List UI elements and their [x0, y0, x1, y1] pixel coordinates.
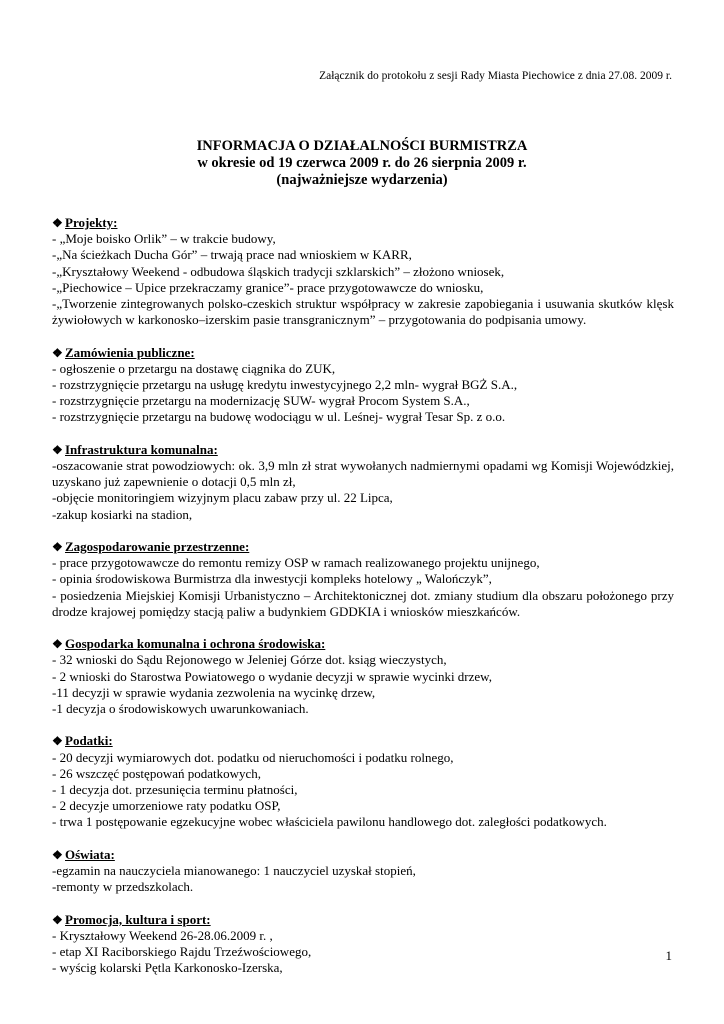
document-title: [0, 138, 724, 189]
list-item: -objęcie monitoringiem wizyjnym placu zabaw przy ul. 22 Lipca,: [52, 490, 393, 506]
document-body: [52, 215, 674, 993]
page-number: 1: [665, 948, 672, 963]
diamond-bullet-icon: ❖: [52, 442, 63, 457]
list-item: - opinia środowiskowa Burmistrza dla inwestycji kompleks hotelowy „ Walończyk”,: [52, 571, 492, 587]
section-heading: [52, 847, 674, 863]
list-item: - Kryształowy Weekend 26-28.06.2009 r. ,: [52, 927, 273, 943]
list-item: - rozstrzygnięcie przetargu na budowę wodociągu w ul. Leśnej- wygrał Tesar Sp. z o.o.: [52, 409, 506, 425]
section-heading-text: Oświata:: [65, 846, 115, 862]
section-heading-text: Projekty:: [65, 215, 118, 230]
section-zagospodarowanie-przestrzenne: [52, 539, 674, 620]
section-podatki: [52, 733, 674, 830]
title-line-2: w okresie od 19 czerwca 2009 r. do 26 sierpnia 2009 r.: [197, 155, 527, 171]
section-gospodarka-komunalna: [52, 636, 674, 717]
diamond-bullet-icon: ❖: [52, 540, 63, 555]
section-oswiata: [52, 847, 674, 896]
section-heading: [52, 345, 674, 361]
section-heading: [52, 636, 674, 652]
list-item: - ogłoszenie o przetargu na dostawę ciągnika do ZUK,: [52, 360, 336, 376]
section-heading-text: Promocja, kultura i sport:: [65, 911, 211, 927]
section-heading: [52, 215, 674, 231]
list-item: - 26 wszczęć postępowań podatkowych,: [52, 765, 262, 781]
attachment-note: Załącznik do protokołu z sesji Rady Miasta Piechowice z dnia 27.08. 2009 r.: [319, 70, 672, 82]
section-promocja-kultura-sport: [52, 912, 674, 977]
list-item: - 2 decyzje umorzeniowe raty podatku OSP,: [52, 798, 281, 814]
list-item: - trwa 1 postępowanie egzekucyjne wobec właściciela pawilonu handlowego dot. zaległości podatkowych.: [52, 814, 607, 830]
list-item: - etap XI Raciborskiego Rajdu Trzeźwościowego,: [52, 944, 312, 960]
diamond-bullet-icon: ❖: [52, 847, 63, 862]
section-heading-text: Infrastruktura komunalna:: [65, 441, 218, 457]
list-item: - 20 decyzji wymiarowych dot. podatku od nieruchomości i podatku rolnego,: [52, 749, 454, 765]
section-heading: [52, 733, 674, 749]
list-item: -remonty w przedszkolach.: [52, 879, 194, 895]
section-heading: [52, 539, 674, 555]
list-item: - posiedzenia Miejskiej Komisji Urbanistyczno – Architektonicznej dot. zmiany studium dla obszaru położonego przy drodze krajowej pomiędzy stacją paliw a budynkiem GDDKIA i wniosków mieszkańców.: [52, 587, 674, 619]
diamond-bullet-icon: ❖: [52, 216, 63, 230]
list-item: -zakup kosiarki na stadion,: [52, 506, 193, 522]
section-heading-text: Gospodarka komunalna i ochrona środowiska:: [65, 636, 326, 652]
list-item: -11 decyzji w sprawie wydania zezwolenia na wycinkę drzew,: [52, 684, 376, 700]
diamond-bullet-icon: ❖: [52, 734, 63, 749]
list-item: - 32 wnioski do Sądu Rejonowego w Jeleniej Górze dot. ksiąg wieczystych,: [52, 652, 447, 668]
list-item: - rozstrzygnięcie przetargu na usługę kredytu inwestycyjnego 2,2 mln- wygrał BGŻ S.A.,: [52, 377, 518, 393]
list-item: -„Tworzenie zintegrowanych polsko-czeskich struktur współpracy w zakresie zapobiegania i usuwania skutków klęsk żywiołowych w karkonosko–izerskim pasie transgranicznym” – przygotowania do podpisania umowy.: [52, 296, 674, 328]
section-heading-text: Podatki:: [65, 733, 113, 749]
title-line-3: (najważniejsze wydarzenia): [276, 172, 448, 188]
list-item: - rozstrzygnięcie przetargu na modernizację SUW- wygrał Procom System S.A.,: [52, 393, 470, 409]
section-heading-text: Zagospodarowanie przestrzenne:: [65, 539, 250, 555]
list-item: -„Na ścieżkach Ducha Gór” – trwają prace nad wnioskiem w KARR,: [52, 247, 412, 263]
section-heading: [52, 442, 674, 458]
list-item: -egzamin na nauczyciela mianowanego: 1 nauczyciel uzyskał stopień,: [52, 863, 416, 879]
diamond-bullet-icon: ❖: [52, 345, 63, 360]
list-item: -1 decyzja o środowiskowych uwarunkowaniach.: [52, 701, 309, 717]
diamond-bullet-icon: ❖: [52, 912, 63, 927]
section-heading-text: Zamówienia publiczne:: [65, 344, 195, 360]
list-item: - 2 wnioski do Starostwa Powiatowego o wydanie decyzji w sprawie wycinki drzew,: [52, 668, 492, 684]
section-zamowienia-publiczne: [52, 345, 674, 426]
title-line-1: INFORMACJA O DZIAŁALNOŚCI BURMISTRZA: [196, 138, 528, 154]
section-heading: [52, 912, 674, 928]
section-projekty: [52, 215, 674, 328]
list-item: - wyścig kolarski Pętla Karkonosko-Izerska,: [52, 960, 283, 976]
list-item: -„Piechowice – Upice przekraczamy granice”- prace przygotowawcze do wniosku,: [52, 279, 484, 295]
list-item: -„Kryształowy Weekend - odbudowa śląskich tradycji szklarskich” – złożono wniosek,: [52, 263, 505, 279]
list-item: -oszacowanie strat powodziowych: ok. 3,9 mln zł strat wywołanych nadmiernymi opadami wg Komisji Wojewódzkiej, uzyskano już zapewnienie o dotacji 0,5 mln zł,: [52, 458, 674, 490]
diamond-bullet-icon: ❖: [52, 637, 63, 652]
list-item: - „Moje boisko Orlik” – w trakcie budowy,: [52, 231, 276, 247]
list-item: - 1 decyzja dot. przesunięcia terminu płatności,: [52, 782, 298, 798]
list-item: - prace przygotowawcze do remontu remizy OSP w ramach realizowanego projektu unijnego,: [52, 555, 540, 571]
section-infrastruktura-komunalna: [52, 442, 674, 523]
